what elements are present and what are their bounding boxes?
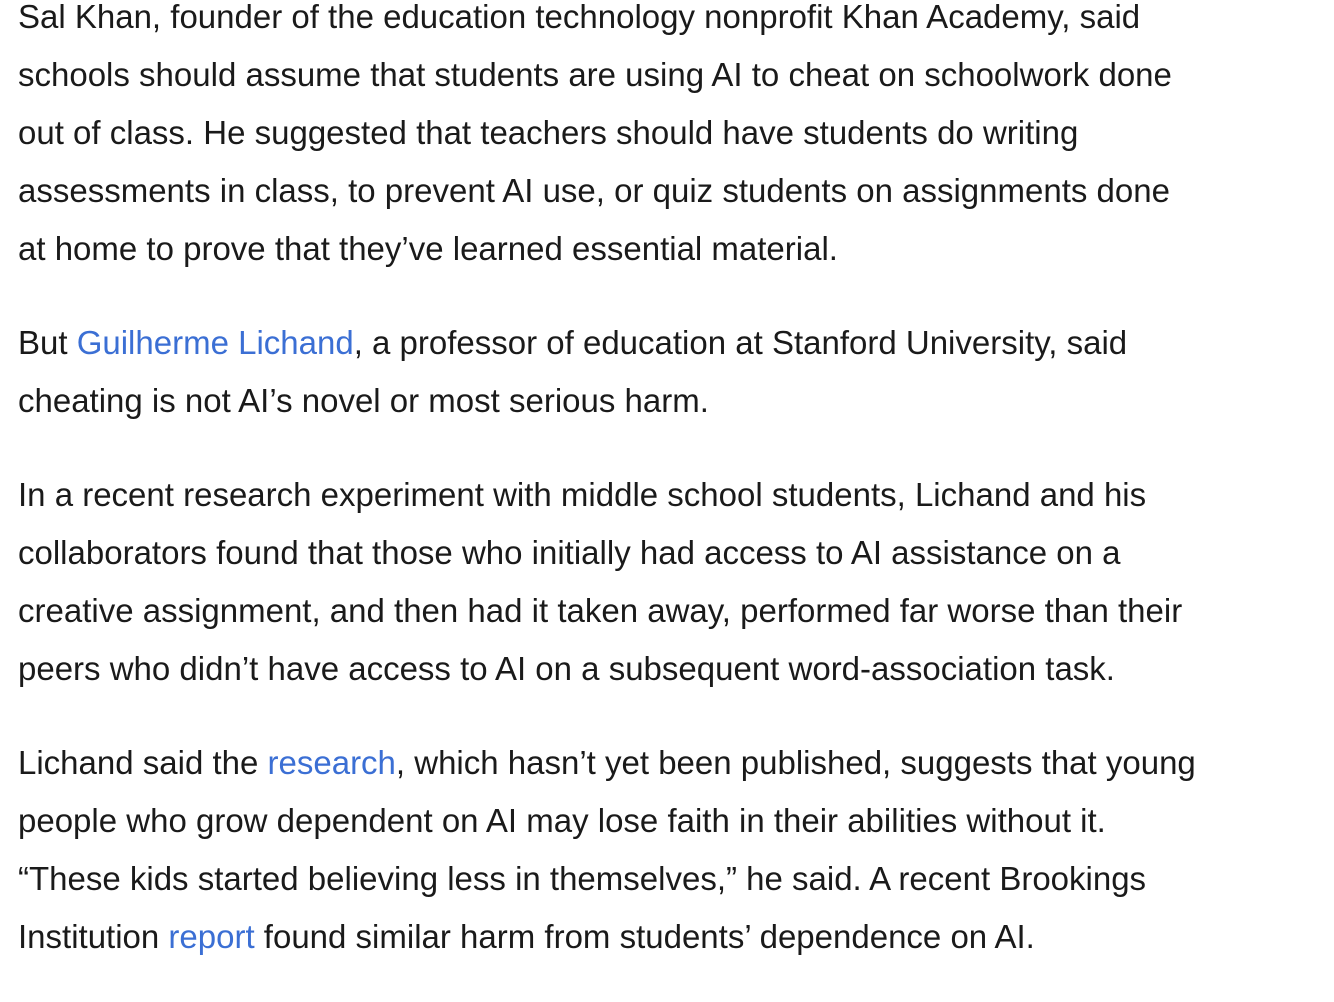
text-line: at home to prove that they’ve learned essential material. <box>18 230 838 267</box>
text-segment: , which hasn’t yet been published, suggests that young <box>395 744 1196 781</box>
text-line: schools should assume that students are using AI to cheat on schoolwork done <box>18 56 1172 93</box>
text-segment: Institution <box>18 918 169 955</box>
research-link[interactable]: research <box>267 744 396 781</box>
text-line: cheating is not AI’s novel or most serious harm. <box>18 382 709 419</box>
paragraph-lichand-research <box>18 734 1323 966</box>
text-line: “These kids started believing less in themselves,” he said. A recent Brookings <box>18 860 1147 897</box>
text-segment: But <box>18 324 77 361</box>
text-line <box>18 314 1323 372</box>
report-link[interactable]: report <box>168 918 255 955</box>
text-line: assessments in class, to prevent AI use, or quiz students on assignments done <box>18 172 1170 209</box>
text-line: In a recent research experiment with middle school students, Lichand and his <box>18 476 1147 513</box>
text-line: people who grow dependent on AI may lose faith in their abilities without it. <box>18 802 1106 839</box>
text-segment: , a professor of education at Stanford University, said <box>353 324 1128 361</box>
text-line: peers who didn’t have access to AI on a subsequent word-association task. <box>18 650 1115 687</box>
paragraph-lichand-intro <box>18 314 1323 430</box>
text-line: creative assignment, and then had it taken away, performed far worse than their <box>18 592 1183 629</box>
text-line <box>18 908 1323 966</box>
text-segment: found similar harm from students’ dependence on AI. <box>254 918 1035 955</box>
paragraph-research-experiment <box>18 466 1323 698</box>
text-segment: Lichand said the <box>18 744 268 781</box>
text-line <box>18 734 1323 792</box>
text-line: Sal Khan, founder of the education technology nonprofit Khan Academy, said <box>18 0 1141 35</box>
article-body <box>18 0 1323 1002</box>
guilherme-lichand-link[interactable]: Guilherme Lichand <box>76 324 354 361</box>
text-line: collaborators found that those who initially had access to AI assistance on a <box>18 534 1121 571</box>
text-line: out of class. He suggested that teachers should have students do writing <box>18 114 1079 151</box>
paragraph-sal-khan <box>18 0 1323 278</box>
